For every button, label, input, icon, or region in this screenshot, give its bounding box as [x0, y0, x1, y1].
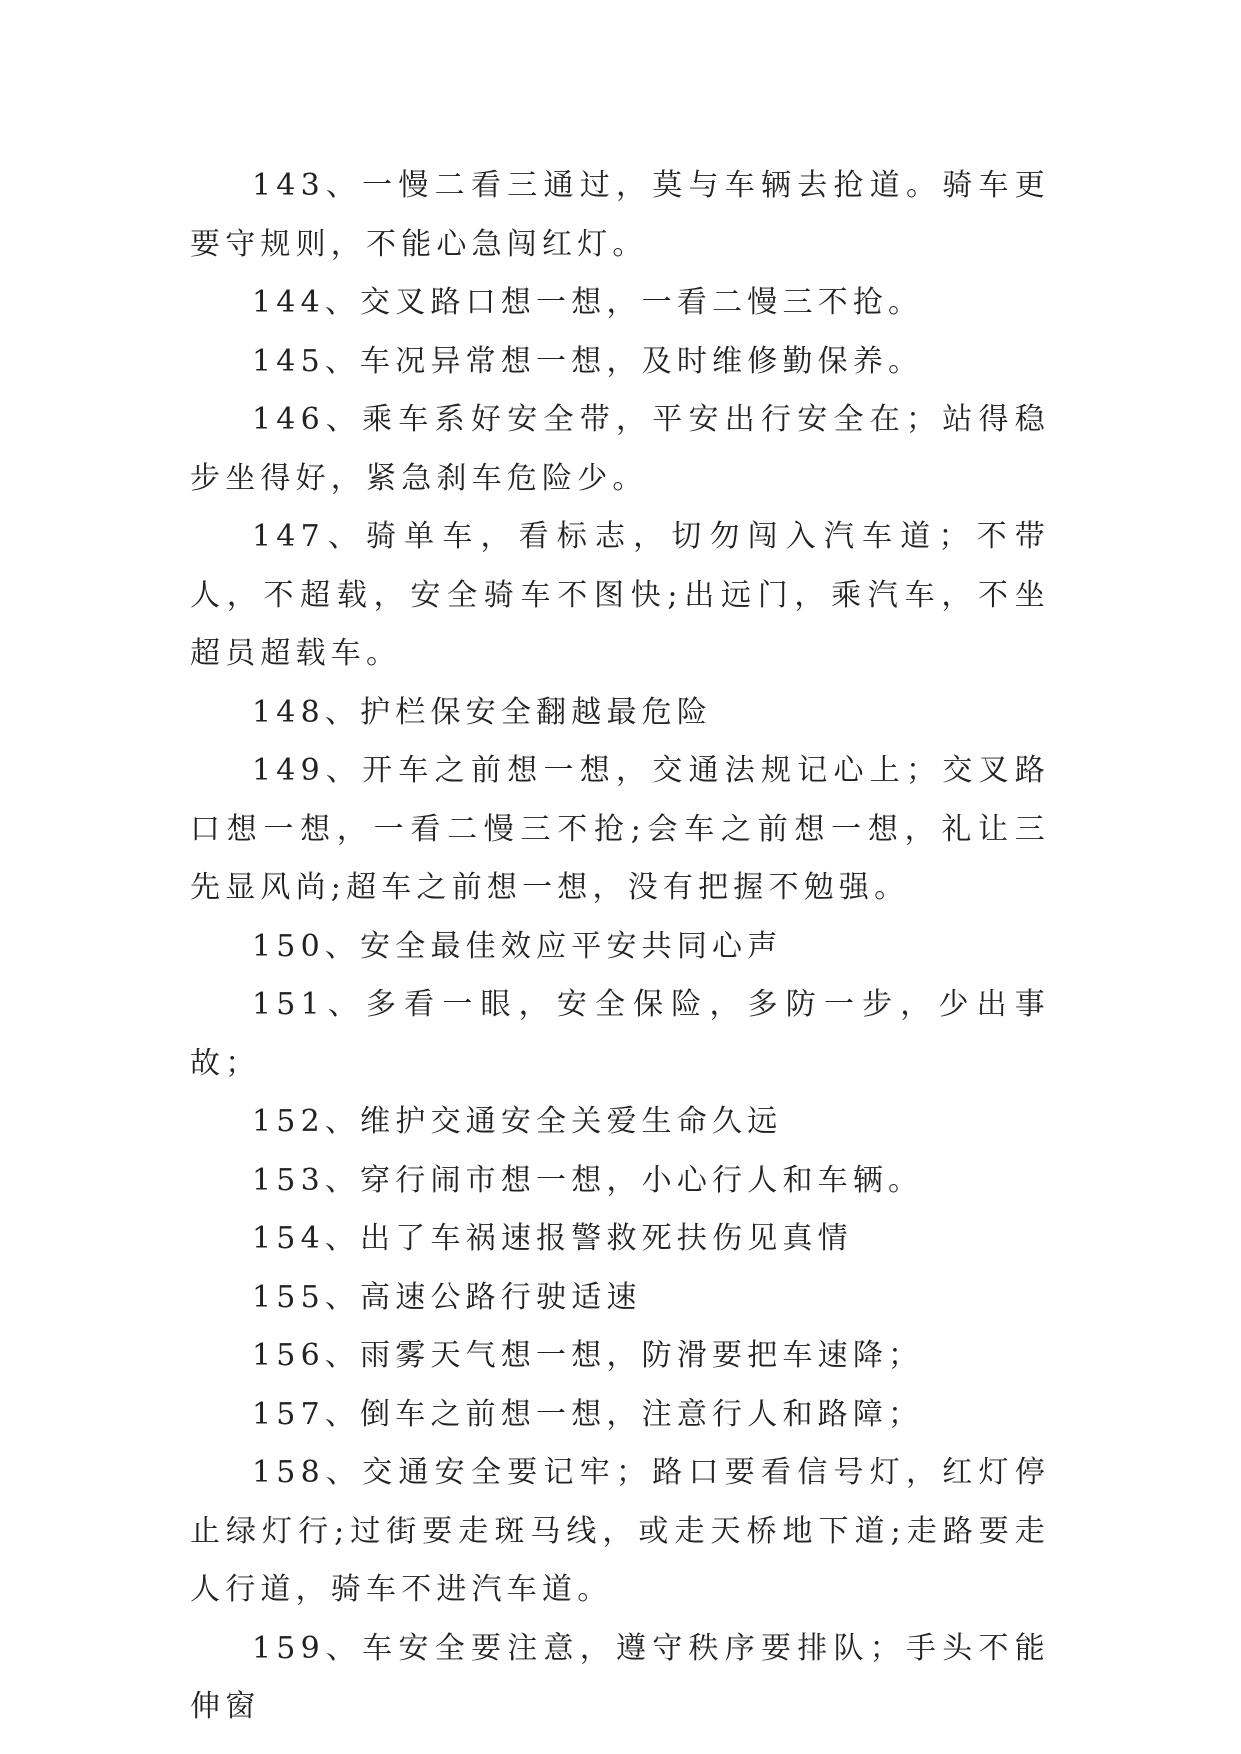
document-body [190, 157, 1050, 1737]
paragraph-153: 153、穿行闹市想一想，小心行人和车辆。 [252, 1162, 924, 1198]
paragraph-144: 144、交叉路口想一想，一看二慢三不抢。 [252, 285, 924, 320]
paragraph-149: 149、开车之前想一想，交通法规记心上；交叉路口想一想，一看二慢三不抢;会车之前想一想，礼让三先显风尚;超车之前想一想，没有把握不勉强。 [190, 753, 1050, 905]
paragraph-145: 145、车况异常想一想，及时维修勤保养。 [252, 343, 924, 379]
paragraph-148: 148、护栏保安全翻越最危险 [252, 694, 713, 730]
paragraph-154: 154、出了车祸速报警救死扶伤见真情 [252, 1221, 853, 1256]
paragraph-151: 151、多看一眼，安全保险，多防一步，少出事故； [190, 987, 1050, 1081]
paragraph-157: 157、倒车之前想一想，注意行人和路障； [252, 1396, 924, 1432]
paragraph-158: 158、交通安全要记牢；路口要看信号灯，红灯停止绿灯行;过街要走斑马线，或走天桥地下道;走路要走人行道，骑车不进汽车道。 [190, 1455, 1050, 1607]
paragraph-159: 159、车安全要注意，遵守秩序要排队；手头不能伸窗 [190, 1630, 1050, 1724]
paragraph-150: 150、安全最佳效应平安共同心声 [252, 928, 783, 964]
paragraph-146: 146、乘车系好安全带，平安出行安全在；站得稳步坐得好，紧急刹车危险少。 [190, 402, 1050, 496]
paragraph-143: 143、一慢二看三通过，莫与车辆去抢道。骑车更要守规则，不能心急闯红灯。 [190, 168, 1050, 262]
paragraph-147: 147、骑单车，看标志，切勿闯入汽车道；不带人，不超载，安全骑车不图快;出远门，乘汽车，不坐超员超载车。 [190, 519, 1050, 671]
paragraph-156: 156、雨雾天气想一想，防滑要把车速降； [252, 1338, 924, 1373]
paragraph-152: 152、维护交通安全关爱生命久远 [252, 1104, 783, 1139]
paragraph-155: 155、高速公路行驶适速 [252, 1279, 642, 1315]
